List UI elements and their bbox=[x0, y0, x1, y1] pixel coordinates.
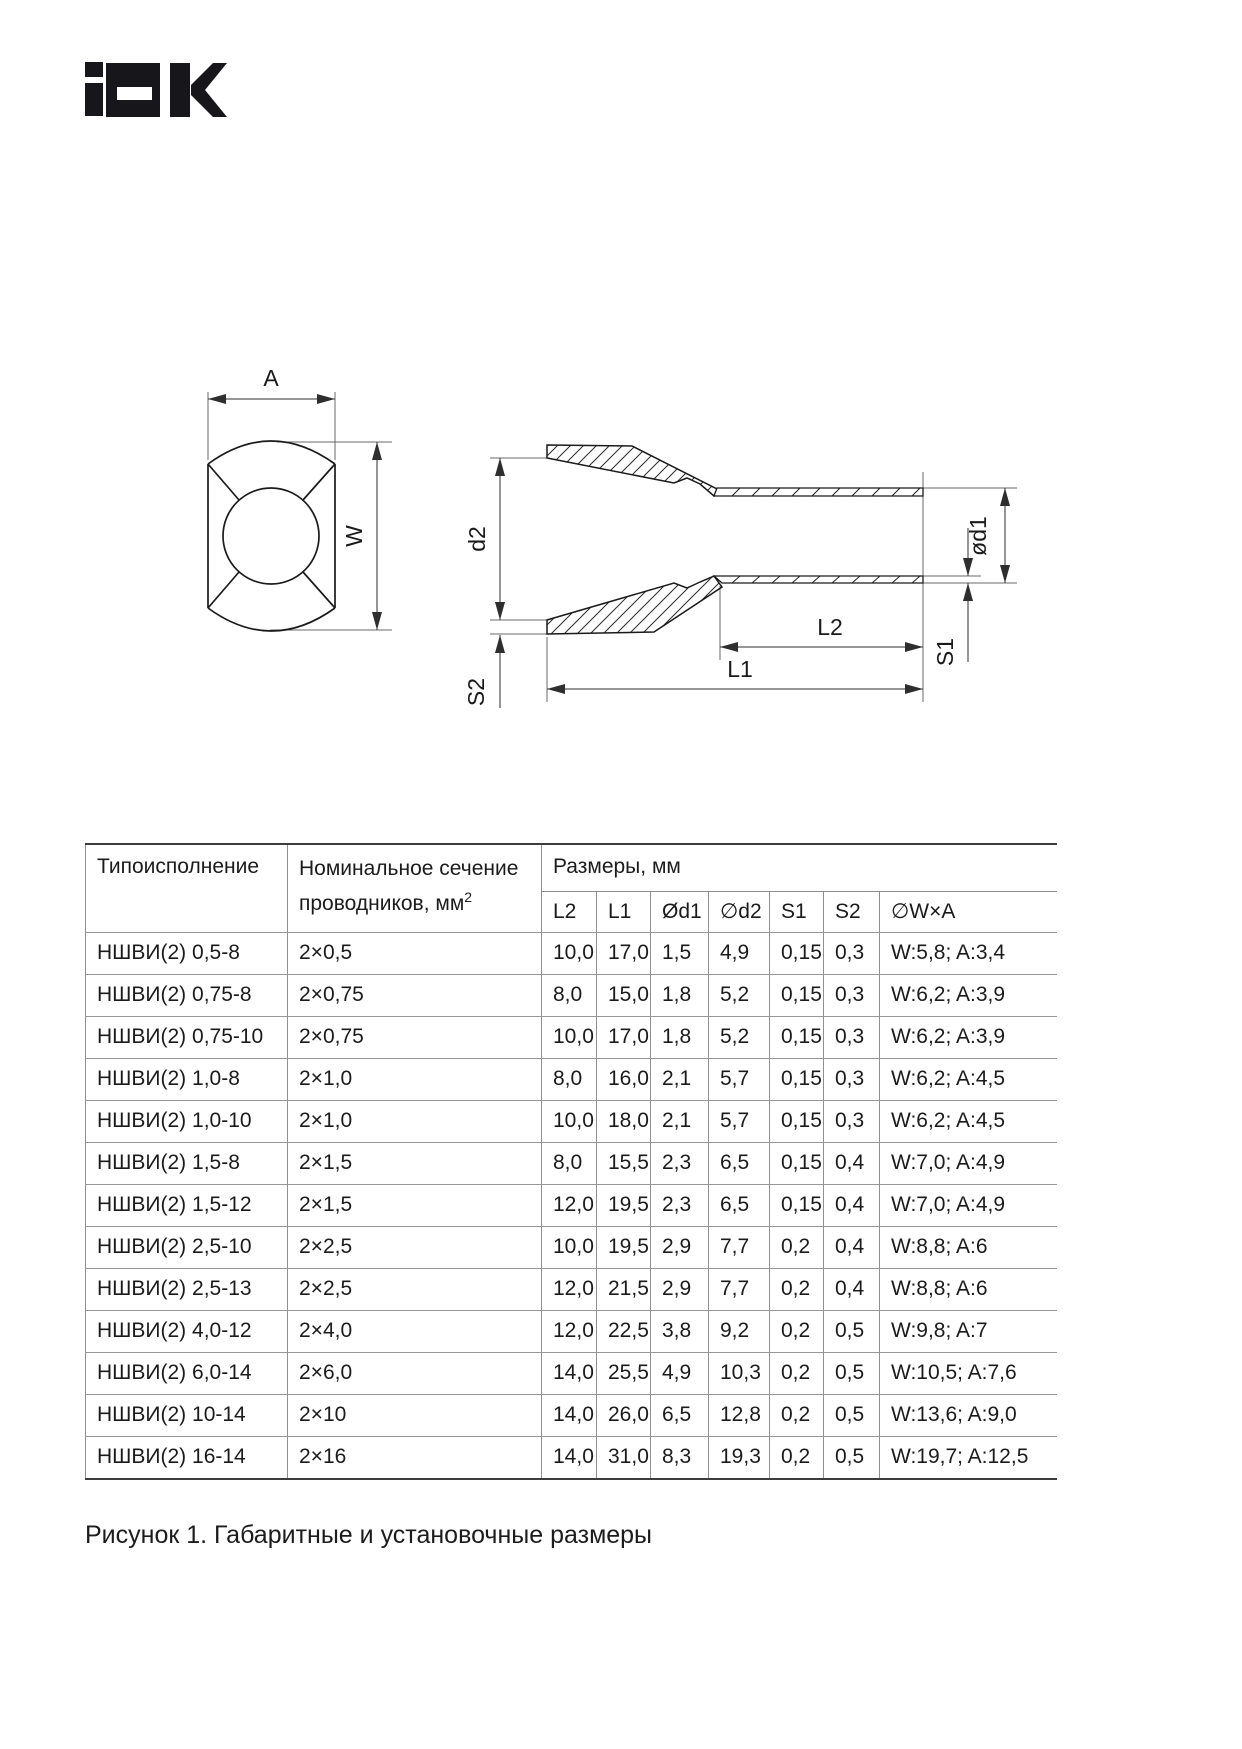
cell-l1: 19,5 bbox=[597, 1184, 651, 1226]
cell-s2: 0,3 bbox=[824, 1058, 880, 1100]
cell-section: 2×2,5 bbox=[288, 1268, 542, 1310]
col-header-l2: L2 bbox=[542, 891, 597, 932]
cell-d2: 7,7 bbox=[709, 1268, 770, 1310]
cell-s1: 0,15 bbox=[770, 1142, 824, 1184]
col-header-wa: ∅W×A bbox=[880, 891, 1057, 932]
collar-bottom-section bbox=[547, 576, 722, 634]
cell-l1: 17,0 bbox=[597, 1016, 651, 1058]
cell-section: 2×1,0 bbox=[288, 1058, 542, 1100]
cell-s1: 0,15 bbox=[770, 1016, 824, 1058]
cell-s2: 0,4 bbox=[824, 1226, 880, 1268]
cell-s2: 0,3 bbox=[824, 974, 880, 1016]
cell-d2: 7,7 bbox=[709, 1226, 770, 1268]
cell-wa: W:7,0; A:4,9 bbox=[880, 1142, 1057, 1184]
cell-wa: W:6,2; A:3,9 bbox=[880, 974, 1057, 1016]
cell-wa: W:19,7; A:12,5 bbox=[880, 1436, 1057, 1479]
cell-l1: 17,0 bbox=[597, 932, 651, 974]
table-row bbox=[86, 932, 1057, 974]
cell-section: 2×2,5 bbox=[288, 1226, 542, 1268]
cell-d1: 4,9 bbox=[651, 1352, 709, 1394]
cell-l1: 16,0 bbox=[597, 1058, 651, 1100]
ferrule-side-view bbox=[463, 445, 1017, 708]
cell-s1: 0,2 bbox=[770, 1226, 824, 1268]
cell-l2: 8,0 bbox=[542, 974, 597, 1016]
table-row bbox=[86, 1394, 1057, 1436]
col-header-d2: ∅d2 bbox=[709, 891, 770, 932]
cell-d1: 1,5 bbox=[651, 932, 709, 974]
cell-type: НШВИ(2) 0,75-10 bbox=[86, 1016, 288, 1058]
dim-label-w: W bbox=[341, 525, 367, 547]
cell-d1: 2,3 bbox=[651, 1142, 709, 1184]
dim-label-l1: L1 bbox=[727, 656, 753, 682]
cell-d1: 1,8 bbox=[651, 1016, 709, 1058]
dim-label-a: A bbox=[263, 365, 279, 391]
cell-d1: 2,9 bbox=[651, 1226, 709, 1268]
cell-l1: 21,5 bbox=[597, 1268, 651, 1310]
cell-s2: 0,5 bbox=[824, 1436, 880, 1479]
cell-l1: 26,0 bbox=[597, 1394, 651, 1436]
cell-type: НШВИ(2) 1,5-12 bbox=[86, 1184, 288, 1226]
table-row bbox=[86, 1142, 1057, 1184]
logo-i-dot bbox=[85, 62, 103, 77]
cell-d2: 4,9 bbox=[709, 932, 770, 974]
cell-l1: 15,0 bbox=[597, 974, 651, 1016]
cell-d1: 2,1 bbox=[651, 1058, 709, 1100]
cell-s1: 0,15 bbox=[770, 1184, 824, 1226]
cell-section: 2×16 bbox=[288, 1436, 542, 1479]
cell-type: НШВИ(2) 10-14 bbox=[86, 1394, 288, 1436]
cell-d2: 5,2 bbox=[709, 1016, 770, 1058]
cell-s2: 0,4 bbox=[824, 1142, 880, 1184]
cell-type: НШВИ(2) 0,75-8 bbox=[86, 974, 288, 1016]
cell-l2: 14,0 bbox=[542, 1352, 597, 1394]
col-header-d1: Ød1 bbox=[651, 891, 709, 932]
table-row bbox=[86, 1016, 1057, 1058]
cell-wa: W:8,8; A:6 bbox=[880, 1226, 1057, 1268]
cell-section: 2×10 bbox=[288, 1394, 542, 1436]
table-row bbox=[86, 1184, 1057, 1226]
cell-d1: 8,3 bbox=[651, 1436, 709, 1479]
cell-l2: 14,0 bbox=[542, 1394, 597, 1436]
figure-caption: Рисунок 1. Габаритные и установочные размеры bbox=[85, 1521, 653, 1549]
table-row bbox=[86, 1310, 1057, 1352]
cell-d2: 5,7 bbox=[709, 1100, 770, 1142]
cell-wa: W:6,2; A:4,5 bbox=[880, 1058, 1057, 1100]
cell-d2: 6,5 bbox=[709, 1184, 770, 1226]
table-row bbox=[86, 1268, 1057, 1310]
table-body bbox=[86, 932, 1057, 1479]
cell-d1: 2,9 bbox=[651, 1268, 709, 1310]
cell-section: 2×6,0 bbox=[288, 1352, 542, 1394]
cell-type: НШВИ(2) 1,0-10 bbox=[86, 1100, 288, 1142]
logo-k-arms bbox=[191, 63, 227, 117]
cell-type: НШВИ(2) 2,5-13 bbox=[86, 1268, 288, 1310]
superscript-2: 2 bbox=[464, 889, 473, 905]
cell-type: НШВИ(2) 16-14 bbox=[86, 1436, 288, 1479]
cell-l2: 14,0 bbox=[542, 1436, 597, 1479]
table-row bbox=[86, 1352, 1057, 1394]
cell-s1: 0,15 bbox=[770, 1100, 824, 1142]
cell-d2: 12,8 bbox=[709, 1394, 770, 1436]
cell-d2: 9,2 bbox=[709, 1310, 770, 1352]
cell-section: 2×1,5 bbox=[288, 1142, 542, 1184]
iek-logo bbox=[85, 62, 230, 118]
cell-section: 2×1,0 bbox=[288, 1100, 542, 1142]
cell-s1: 0,15 bbox=[770, 1058, 824, 1100]
col-header-s2: S2 bbox=[824, 891, 880, 932]
dim-label-od1: ød1 bbox=[965, 516, 991, 556]
table-row bbox=[86, 1436, 1057, 1479]
col-header-s1: S1 bbox=[770, 891, 824, 932]
cell-d1: 1,8 bbox=[651, 974, 709, 1016]
cell-type: НШВИ(2) 6,0-14 bbox=[86, 1352, 288, 1394]
cell-d1: 3,8 bbox=[651, 1310, 709, 1352]
cell-l2: 8,0 bbox=[542, 1058, 597, 1100]
cell-d2: 5,7 bbox=[709, 1058, 770, 1100]
cell-s2: 0,5 bbox=[824, 1310, 880, 1352]
cell-l2: 10,0 bbox=[542, 1016, 597, 1058]
cell-l1: 25,5 bbox=[597, 1352, 651, 1394]
cell-l1: 19,5 bbox=[597, 1226, 651, 1268]
cell-wa: W:5,8; A:3,4 bbox=[880, 932, 1057, 974]
cell-d2: 19,3 bbox=[709, 1436, 770, 1479]
dim-label-s2: S2 bbox=[463, 677, 489, 707]
dimension-drawings bbox=[140, 330, 1090, 730]
col-header-sizes: Размеры, мм bbox=[542, 844, 1057, 891]
cell-type: НШВИ(2) 2,5-10 bbox=[86, 1226, 288, 1268]
cell-l2: 10,0 bbox=[542, 1226, 597, 1268]
col-header-type: Типоисполнение bbox=[97, 855, 260, 878]
table-row bbox=[86, 974, 1057, 1016]
cell-wa: W:6,2; A:4,5 bbox=[880, 1100, 1057, 1142]
cell-section: 2×4,0 bbox=[288, 1310, 542, 1352]
col-header-section: Номинальное сечение проводников, $мм^2$ bbox=[288, 844, 542, 932]
cell-section: 2×1,5 bbox=[288, 1184, 542, 1226]
cell-l1: 31,0 bbox=[597, 1436, 651, 1479]
cell-type: НШВИ(2) 1,0-8 bbox=[86, 1058, 288, 1100]
table-row bbox=[86, 1058, 1057, 1100]
logo-i-stem bbox=[85, 83, 103, 116]
cell-wa: W:7,0; A:4,9 bbox=[880, 1184, 1057, 1226]
ferrule-end-view bbox=[208, 365, 392, 631]
cell-d2: 6,5 bbox=[709, 1142, 770, 1184]
cell-section: 2×0,5 bbox=[288, 932, 542, 974]
cell-s2: 0,5 bbox=[824, 1352, 880, 1394]
cell-wa: W:13,6; A:9,0 bbox=[880, 1394, 1057, 1436]
cell-l1: 18,0 bbox=[597, 1100, 651, 1142]
cell-l2: 12,0 bbox=[542, 1268, 597, 1310]
collar-top-section bbox=[547, 445, 717, 496]
cell-l2: 12,0 bbox=[542, 1310, 597, 1352]
cell-s2: 0,3 bbox=[824, 1016, 880, 1058]
cell-wa: W:6,2; A:3,9 bbox=[880, 1016, 1057, 1058]
cell-s2: 0,3 bbox=[824, 932, 880, 974]
cell-wa: W:10,5; A:7,6 bbox=[880, 1352, 1057, 1394]
cell-s1: 0,15 bbox=[770, 974, 824, 1016]
cell-l2: 10,0 bbox=[542, 932, 597, 974]
cell-type: НШВИ(2) 4,0-12 bbox=[86, 1310, 288, 1352]
cell-d2: 10,3 bbox=[709, 1352, 770, 1394]
table-row bbox=[86, 1226, 1057, 1268]
cell-section: 2×0,75 bbox=[288, 974, 542, 1016]
cell-wa: W:9,8; A:7 bbox=[880, 1310, 1057, 1352]
cell-l2: 10,0 bbox=[542, 1100, 597, 1142]
cell-s2: 0,5 bbox=[824, 1394, 880, 1436]
dim-label-s1: S1 bbox=[932, 637, 958, 667]
col-header-l1: L1 bbox=[597, 891, 651, 932]
cell-s1: 0,15 bbox=[770, 932, 824, 974]
cell-d1: 6,5 bbox=[651, 1394, 709, 1436]
cell-l2: 8,0 bbox=[542, 1142, 597, 1184]
dimensions-table bbox=[85, 843, 1057, 1480]
cell-l1: 22,5 bbox=[597, 1310, 651, 1352]
cell-s1: 0,2 bbox=[770, 1310, 824, 1352]
cell-type: НШВИ(2) 1,5-8 bbox=[86, 1142, 288, 1184]
cell-d1: 2,3 bbox=[651, 1184, 709, 1226]
table-row bbox=[86, 1100, 1057, 1142]
cell-type: НШВИ(2) 0,5-8 bbox=[86, 932, 288, 974]
cell-s1: 0,2 bbox=[770, 1268, 824, 1310]
cell-wa: W:8,8; A:6 bbox=[880, 1268, 1057, 1310]
dim-label-d2: d2 bbox=[464, 526, 490, 552]
cell-section: 2×0,75 bbox=[288, 1016, 542, 1058]
logo-k-stem bbox=[170, 63, 190, 117]
cell-d1: 2,1 bbox=[651, 1100, 709, 1142]
cell-l2: 12,0 bbox=[542, 1184, 597, 1226]
cell-l1: 15,5 bbox=[597, 1142, 651, 1184]
cell-s1: 0,2 bbox=[770, 1394, 824, 1436]
cell-s2: 0,4 bbox=[824, 1268, 880, 1310]
table-header-row bbox=[86, 844, 1057, 891]
cell-s2: 0,4 bbox=[824, 1184, 880, 1226]
logo-e bbox=[106, 63, 160, 117]
cell-d2: 5,2 bbox=[709, 974, 770, 1016]
dim-label-l2: L2 bbox=[817, 614, 843, 640]
cell-s2: 0,3 bbox=[824, 1100, 880, 1142]
cell-s1: 0,2 bbox=[770, 1436, 824, 1479]
cell-s1: 0,2 bbox=[770, 1352, 824, 1394]
